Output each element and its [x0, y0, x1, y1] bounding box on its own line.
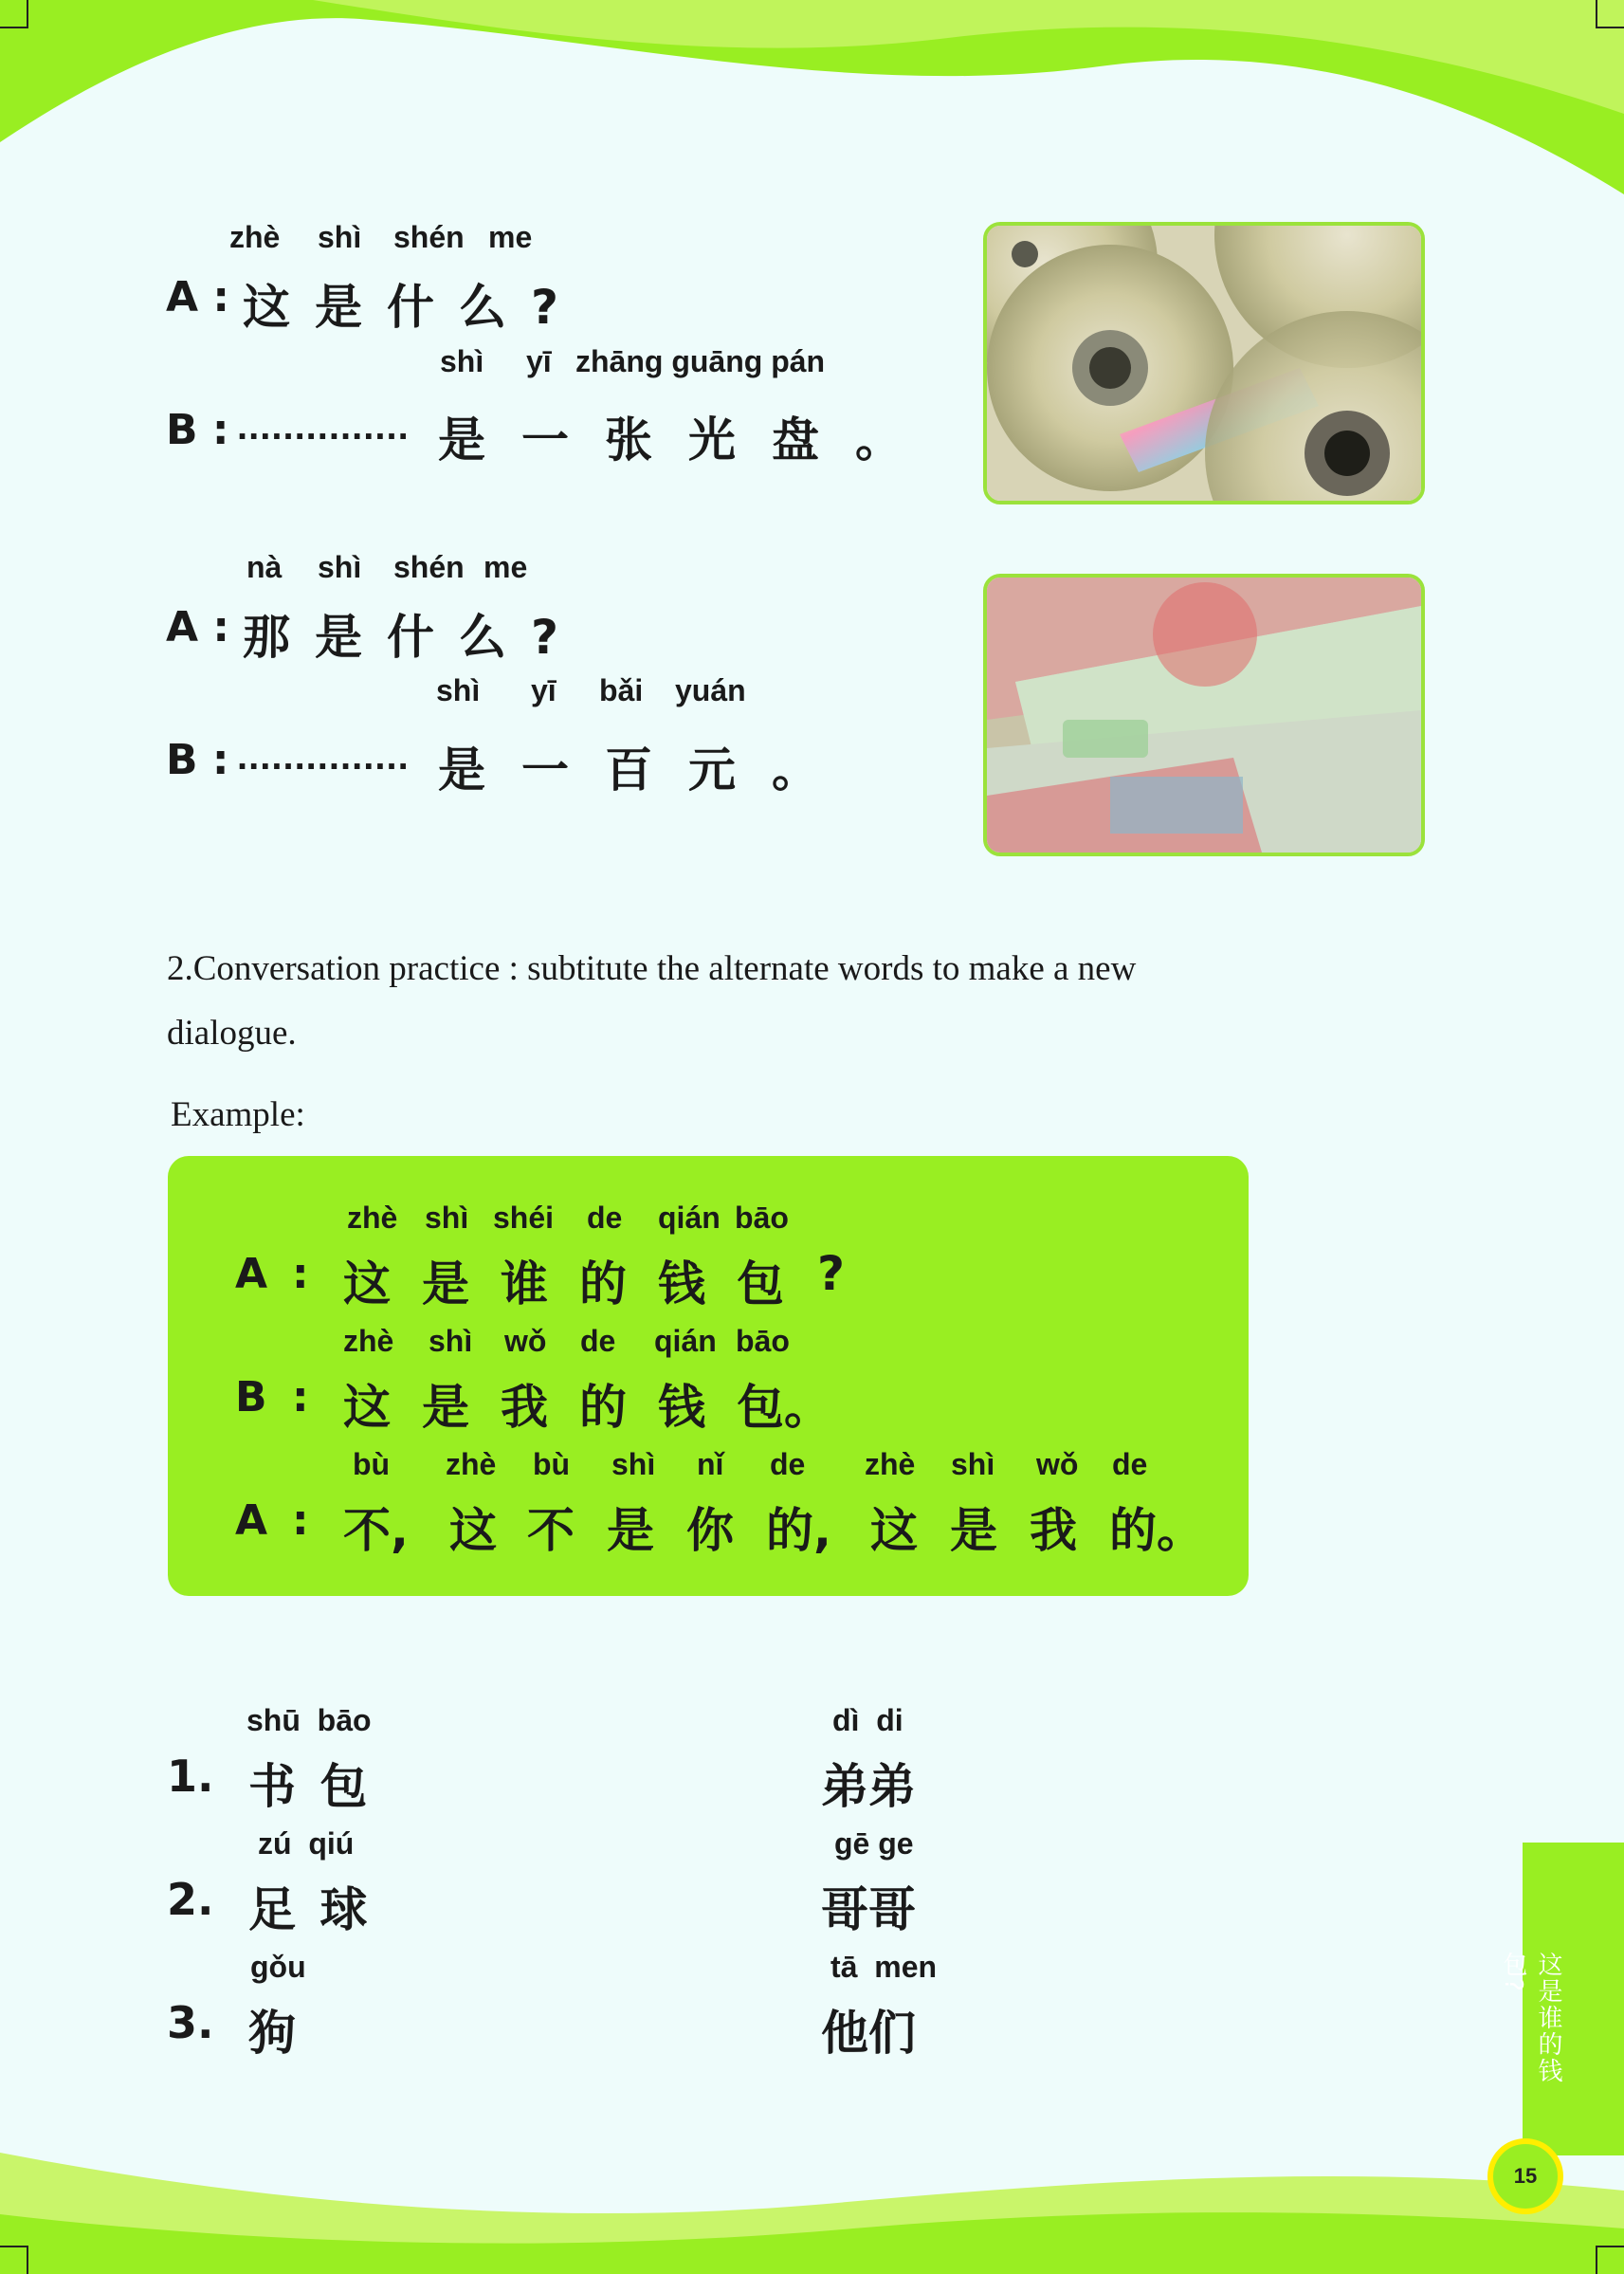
colon: : [292, 1250, 309, 1298]
speaker-label: A [235, 1250, 268, 1298]
substitution-word: 足 球 [248, 1882, 372, 1937]
substitution-word: 书 包 [248, 1759, 372, 1814]
chinese-sentence: 是一百元。 [438, 743, 855, 798]
chinese-sentence: 这是什么? [243, 280, 584, 335]
speaker-label: B : [166, 406, 229, 454]
crop-mark-bottom-left [0, 2246, 28, 2274]
pinyin: shì [436, 673, 481, 707]
pinyin: shì [951, 1447, 995, 1481]
speaker-label: B : [166, 736, 229, 784]
compact-discs-photo [983, 222, 1425, 504]
chinese-char: 的 [579, 1380, 627, 1435]
pinyin: yuán [675, 673, 746, 707]
chinese-char: 不 [527, 1503, 575, 1558]
pinyin: gē ge [834, 1826, 914, 1861]
chinese-char: 这 [343, 1256, 391, 1311]
pinyin: zhè [347, 1201, 398, 1235]
pinyin: yī [531, 673, 557, 707]
chinese-char: ? [817, 1246, 846, 1301]
pinyin: shì [429, 1324, 473, 1358]
pinyin: zhè [229, 220, 281, 254]
pinyin: tā men [830, 1950, 938, 1984]
pinyin: de [580, 1324, 616, 1358]
chinese-char: 的。 [1109, 1503, 1204, 1558]
chinese-char: 包 [737, 1256, 784, 1311]
pinyin: qián [658, 1201, 721, 1235]
pinyin: nǐ [697, 1447, 724, 1481]
page-number-badge: 15 [1487, 2138, 1563, 2214]
pinyin: bāo [736, 1324, 790, 1358]
pinyin: bù [533, 1447, 571, 1481]
chinese-char: 这 [343, 1380, 391, 1435]
bottom-wave-decoration [0, 2124, 1624, 2274]
colon: : [292, 1496, 309, 1545]
chinese-sentence: 那是什么? [243, 610, 584, 665]
pinyin: zú qiú [258, 1826, 355, 1861]
chinese-char: 钱 [658, 1256, 705, 1311]
item-number: 3. [167, 1997, 214, 2048]
pinyin: shì [425, 1201, 469, 1235]
item-number: 1. [167, 1751, 214, 1802]
pinyin: shì [318, 220, 362, 254]
speaker-label: B [235, 1373, 267, 1421]
banknotes-photo [983, 574, 1425, 856]
pinyin: shén [393, 550, 465, 584]
speaker-label: A : [166, 273, 229, 321]
item-number: 2. [167, 1874, 214, 1925]
pinyin: de [587, 1201, 623, 1235]
pinyin: bù [353, 1447, 391, 1481]
chinese-char: 这 [449, 1503, 497, 1558]
top-wave-decoration [0, 0, 1624, 218]
chinese-char: 的 [579, 1256, 627, 1311]
pinyin: dì di [832, 1703, 903, 1737]
pinyin: nà [246, 550, 283, 584]
crop-mark-top-right [1596, 0, 1624, 28]
chinese-sentence: 是一张光盘。 [438, 413, 939, 468]
example-label: Example: [171, 1095, 305, 1134]
substitution-word: 哥哥 [821, 1882, 916, 1937]
pinyin: shì [611, 1447, 656, 1481]
pinyin: shì [318, 550, 362, 584]
chinese-char: 包。 [737, 1380, 831, 1435]
pinyin: me [484, 550, 528, 584]
speaker-label: A [235, 1496, 268, 1545]
speaker-label: A : [166, 603, 229, 651]
chinese-char: 是 [950, 1503, 997, 1558]
colon: : [292, 1373, 309, 1421]
chinese-char: 这 [870, 1503, 918, 1558]
chinese-char: 不, [343, 1503, 409, 1558]
pinyin: de [770, 1447, 806, 1481]
blank-dots: ............... [237, 736, 410, 778]
pinyin: de [1112, 1447, 1148, 1481]
pinyin: shū bāo [246, 1703, 372, 1737]
pinyin: bāo [735, 1201, 789, 1235]
pinyin: bǎi [599, 673, 644, 707]
crop-mark-top-left [0, 0, 28, 28]
chinese-char: 的, [766, 1503, 831, 1558]
chinese-char: 我 [1030, 1503, 1077, 1558]
substitution-word: 弟弟 [821, 1759, 916, 1814]
pinyin: zhè [865, 1447, 916, 1481]
pinyin: zhè [446, 1447, 497, 1481]
pinyin: shén [393, 220, 465, 254]
chinese-char: 谁 [501, 1256, 548, 1311]
substitution-word: 他们 [821, 2006, 916, 2061]
chinese-char: 我 [501, 1380, 548, 1435]
pinyin: yī [526, 344, 552, 378]
pinyin: me [488, 220, 533, 254]
substitution-word: 狗 [248, 2006, 300, 2061]
pinyin: zhè [343, 1324, 394, 1358]
pinyin: wǒ [504, 1324, 547, 1358]
pinyin: shì [440, 344, 484, 378]
blank-dots: ............... [237, 406, 410, 448]
chinese-char: 是 [607, 1503, 654, 1558]
crop-mark-bottom-right [1596, 2246, 1624, 2274]
pinyin: wǒ [1036, 1447, 1079, 1481]
chinese-char: 是 [422, 1380, 469, 1435]
instruction-line-2: dialogue. [167, 1014, 297, 1053]
chapter-side-title: 这是谁的钱包? [1499, 1952, 1562, 2084]
chinese-char: 钱 [658, 1380, 705, 1435]
chinese-char: 你 [686, 1503, 734, 1558]
chinese-char: 是 [422, 1256, 469, 1311]
pinyin: zhāng guāng pán [575, 344, 826, 378]
pinyin: shéi [493, 1201, 555, 1235]
instruction-line-1: 2.Conversation practice : subtitute the alternate words to make a new [167, 949, 1137, 988]
pinyin: gǒu [250, 1950, 306, 1984]
pinyin: qián [654, 1324, 717, 1358]
